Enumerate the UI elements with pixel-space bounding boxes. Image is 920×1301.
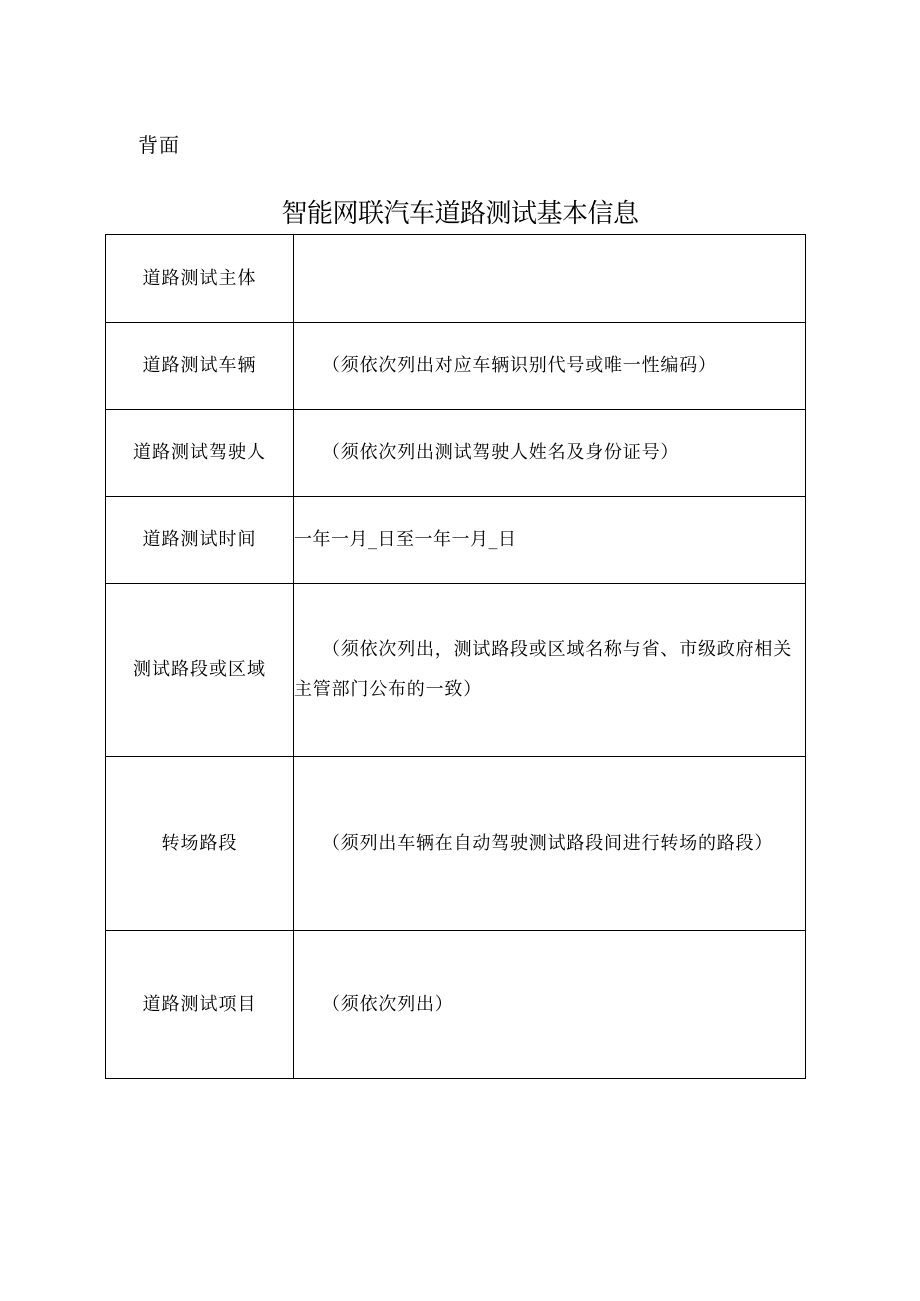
basic-info-table [105,234,806,1079]
label-test-subject: 道路测试主体 [106,235,294,323]
label-test-area: 测试路段或区域 [106,584,294,757]
row-test-driver [106,410,806,497]
label-test-vehicle: 道路测试车辆 [106,323,294,410]
row-test-vehicle [106,323,806,410]
value-transfer-road: （须列出车辆在自动驾驶测试路段间进行转场的路段） [322,832,774,854]
label-test-items: 道路测试项目 [106,931,294,1079]
field-test-time[interactable] [294,497,806,584]
value-test-time: 一年一月_日至一年一月_日 [294,529,517,550]
label-test-driver: 道路测试驾驶人 [106,410,294,497]
field-test-subject[interactable] [294,235,806,323]
field-test-vehicle[interactable] [294,323,806,410]
field-test-area[interactable] [294,584,806,757]
row-test-subject [106,235,806,323]
label-test-time: 道路测试时间 [106,497,294,584]
row-test-area [106,584,806,757]
value-test-driver: （须依次列出测试驾驶人姓名及身份证号） [322,442,680,463]
value-test-area: （须依次列出，测试路段或区域名称与省、市级政府相关主管部门公布的一致） [294,639,792,700]
row-test-items [106,931,806,1079]
row-test-time [106,497,806,584]
label-transfer-road: 转场路段 [106,757,294,931]
value-test-items: （须依次列出） [322,993,454,1015]
field-transfer-road[interactable] [294,757,806,931]
value-test-vehicle: （须依次列出对应车辆识别代号或唯一性编码） [322,355,717,376]
document-title: 智能网联汽车道路测试基本信息 [281,199,639,229]
side-label: 背面 [138,133,180,157]
field-test-driver[interactable] [294,410,806,497]
field-test-items[interactable] [294,931,806,1079]
row-transfer-road [106,757,806,931]
